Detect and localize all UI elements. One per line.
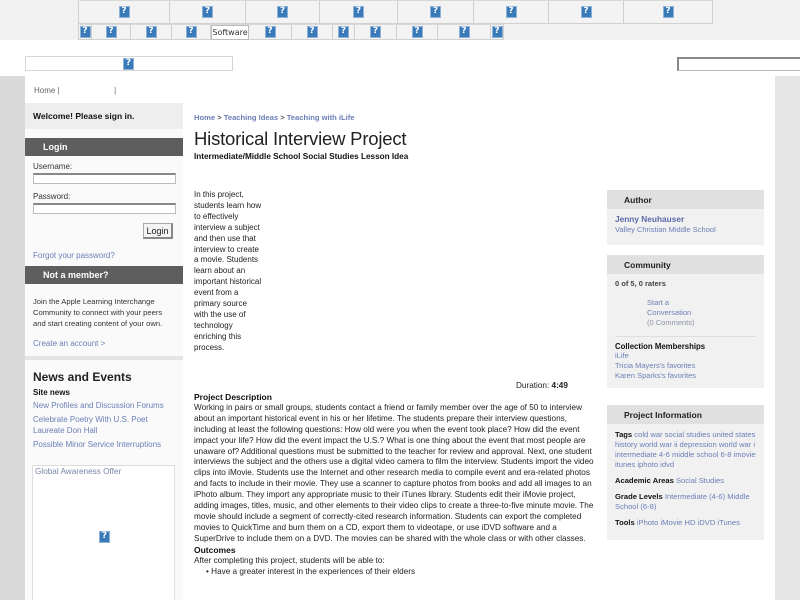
- tools-row: [607, 512, 764, 528]
- project-description: [194, 392, 594, 577]
- nav-tab[interactable]: [78, 1, 170, 24]
- news-item[interactable]: New Profiles and Discussion Forums: [33, 401, 164, 410]
- username-label: Username:: [33, 162, 73, 171]
- community-panel: [607, 255, 764, 388]
- broken-image-icon: [277, 6, 288, 18]
- password-field[interactable]: [33, 203, 176, 214]
- site-news-label: Site news: [33, 388, 70, 397]
- nav-subtab[interactable]: [333, 25, 355, 40]
- tags-links[interactable]: cold war social studies united states history world war ii depression world war i intermediate 4-6 middle school 6-8 imovie itunes iphoto idvd: [615, 430, 756, 469]
- description-text: Working in pairs or small groups, students contact a friend or family member over the age of 50 to interview about an important historical event in his or her lifetime. The students prepare their interview questions, including at least the following questions: How old were you when the event took place? How did the event impact your life? How did the event impact the U.S.? What is one thing about the event that most people are unaware of? Additional questions must be submitted to the teacher for review and approval. Next, one student interviews the subject and the others use a digital video camera to film the interview. Students import the video clips into iMovie. Students use the Internet and other research media to compile event and era-related photos and facts to include in their movie. They use a scanner to capture photos from books and add all images to an iPhoto album. They import any appropriate music to their iTunes library. Students edit their iMovie project, adding images, titles, music, and other elements to their video clips to create a three-to-five minute movie. The movie should include a segment of correctly-cited research information. Students can export the completed movies to QuickTime and burn them on a CD, export them to videotape, or use iDVD software and a SuperDrive to include them on a DVD. The movies can be shared with the whole class or with other classes.: [194, 402, 594, 543]
- broken-image-icon: [338, 26, 349, 38]
- breadcrumb: [194, 113, 594, 122]
- duration-label: Duration:: [516, 381, 550, 390]
- nav-subtab[interactable]: [78, 25, 92, 40]
- tools-link[interactable]: iPhoto iMovie HD iDVD iTunes: [636, 518, 740, 527]
- page-subtitle: Intermediate/Middle School Social Studies Lesson Idea: [194, 152, 409, 161]
- news-item[interactable]: Possible Minor Service Interruptions: [33, 440, 162, 449]
- nav-subtab[interactable]: [355, 25, 397, 40]
- outcomes-intro: After completing this project, students will be able to:: [194, 555, 385, 565]
- nav-subtab[interactable]: [438, 25, 491, 40]
- broken-image-icon: [265, 26, 276, 38]
- broken-image-icon: [119, 6, 130, 18]
- broken-image-icon: [106, 26, 117, 38]
- community-heading: Community: [607, 255, 764, 274]
- global-awareness-offer[interactable]: [32, 465, 175, 600]
- broken-image-icon: [146, 26, 157, 38]
- breadcrumb-separator: >: [278, 113, 287, 122]
- start-conversation-link[interactable]: Start a: [647, 298, 670, 307]
- nav-tab[interactable]: [320, 1, 398, 24]
- grade-link[interactable]: Intermediate (4-6) Middle School (6-8): [615, 492, 750, 511]
- login-button[interactable]: Login: [143, 223, 173, 239]
- nav-subtab[interactable]: [249, 25, 292, 40]
- nav-tab[interactable]: [170, 1, 246, 24]
- nav-subtab[interactable]: [172, 25, 211, 40]
- broken-image-icon: [492, 26, 503, 38]
- nav-tab[interactable]: [246, 1, 320, 24]
- news-heading: News and Events: [33, 370, 132, 384]
- right-gutter: [775, 76, 800, 600]
- home-links: [34, 86, 116, 95]
- tags-label: Tags: [615, 430, 633, 439]
- page-title: Historical Interview Project: [194, 128, 407, 149]
- tags-row: [607, 424, 764, 470]
- broken-image-icon: [506, 6, 517, 18]
- duration: [516, 381, 568, 390]
- collection-link[interactable]: iLife: [615, 351, 629, 360]
- broken-image-icon: [99, 531, 110, 543]
- forgot-password-link[interactable]: Forgot your password?: [33, 251, 115, 260]
- description-heading: Project Description: [194, 392, 272, 402]
- news-item[interactable]: Celebrate Poetry With U.S. Poet Laureate Don Hall: [33, 415, 148, 435]
- grade-label: Grade Levels: [615, 492, 663, 501]
- broken-image-icon: [80, 26, 91, 38]
- tools-label: Tools: [615, 518, 635, 527]
- broken-image-icon: [353, 6, 364, 18]
- username-field[interactable]: [33, 173, 176, 184]
- intro-text: In this project, students learn how to effectively interview a subject and then use that interview to create a movie. Students learn about an important historical event from a primary source with the use of technology enriching this process.: [194, 190, 262, 352]
- top-nav-row-1: [78, 0, 713, 24]
- broken-image-icon: [663, 6, 674, 18]
- home-link[interactable]: Home: [34, 86, 56, 95]
- left-sidebar: [25, 103, 183, 600]
- start-conversation-link[interactable]: Conversation: [647, 308, 692, 317]
- top-nav-row-2: [78, 24, 504, 40]
- collections-heading: Collection Memberships: [615, 342, 706, 351]
- nav-tab[interactable]: [474, 1, 549, 24]
- nav-subtab[interactable]: [491, 25, 504, 40]
- nav-tab[interactable]: [398, 1, 474, 24]
- academic-label: Academic Areas: [615, 476, 674, 485]
- broken-image-icon: [412, 26, 423, 38]
- left-gutter: [0, 76, 25, 600]
- outcomes-heading: Outcomes: [194, 544, 236, 555]
- create-account-link[interactable]: Create an account >: [33, 339, 106, 348]
- broken-image-icon: [202, 6, 213, 18]
- site-logo-box[interactable]: [25, 56, 233, 71]
- author-heading: Author: [607, 190, 764, 209]
- outcome-item: • Have a greater interest in the experiences of their elders: [206, 566, 416, 576]
- password-label: Password:: [33, 191, 71, 201]
- nav-subtab[interactable]: [292, 25, 333, 40]
- join-text: Join the Apple Learning Interchange Community to connect with your peers and start creating content of your own.: [33, 297, 163, 328]
- separator: |: [57, 86, 60, 95]
- main-content: [194, 113, 594, 576]
- software-tab[interactable]: Software: [211, 25, 249, 40]
- nav-subtab[interactable]: [131, 25, 172, 40]
- collection-link[interactable]: Karen Sparks's favorites: [615, 371, 697, 380]
- breadcrumb-teaching-ideas[interactable]: Teaching Ideas: [223, 113, 279, 122]
- breadcrumb-teaching-ilife[interactable]: Teaching with iLife: [286, 113, 355, 122]
- search-input[interactable]: [677, 57, 800, 71]
- project-info-heading: Project Information: [607, 405, 764, 424]
- author-school-link[interactable]: Valley Christian Middle School: [615, 225, 716, 234]
- nav-subtab[interactable]: [397, 25, 438, 40]
- comments-count: (0 Comments): [647, 318, 695, 327]
- nav-tab[interactable]: [624, 1, 713, 24]
- offer-title: Global Awareness Offer: [35, 467, 122, 476]
- nav-tab[interactable]: [549, 1, 624, 24]
- collection-link[interactable]: Tricia Mayers's favorites: [615, 361, 696, 370]
- login-header: Login: [25, 138, 183, 156]
- broken-image-icon: [430, 6, 441, 18]
- broken-image-icon: [459, 26, 470, 38]
- welcome-message: Welcome! Please sign in.: [25, 103, 183, 129]
- academic-areas-row: [607, 470, 764, 486]
- not-member-header: Not a member?: [25, 266, 183, 284]
- conversation-block: [607, 288, 764, 328]
- nav-subtab[interactable]: [92, 25, 131, 40]
- author-panel: [607, 190, 764, 245]
- breadcrumb-separator: >: [215, 113, 224, 122]
- academic-link[interactable]: Social Studies: [675, 476, 725, 485]
- author-name-link[interactable]: Jenny Neuhauser: [615, 214, 685, 224]
- project-info-panel: [607, 405, 764, 540]
- duration-value: 4:49: [551, 381, 568, 390]
- separator: |: [114, 86, 117, 95]
- breadcrumb-home[interactable]: Home: [194, 113, 216, 122]
- rating-summary: 0 of 5, 0 raters: [615, 279, 666, 288]
- broken-image-icon: [581, 6, 592, 18]
- broken-image-icon: [370, 26, 381, 38]
- broken-image-icon: [123, 58, 134, 70]
- broken-image-icon: [307, 26, 318, 38]
- broken-image-icon: [186, 26, 197, 38]
- grade-levels-row: [607, 486, 764, 512]
